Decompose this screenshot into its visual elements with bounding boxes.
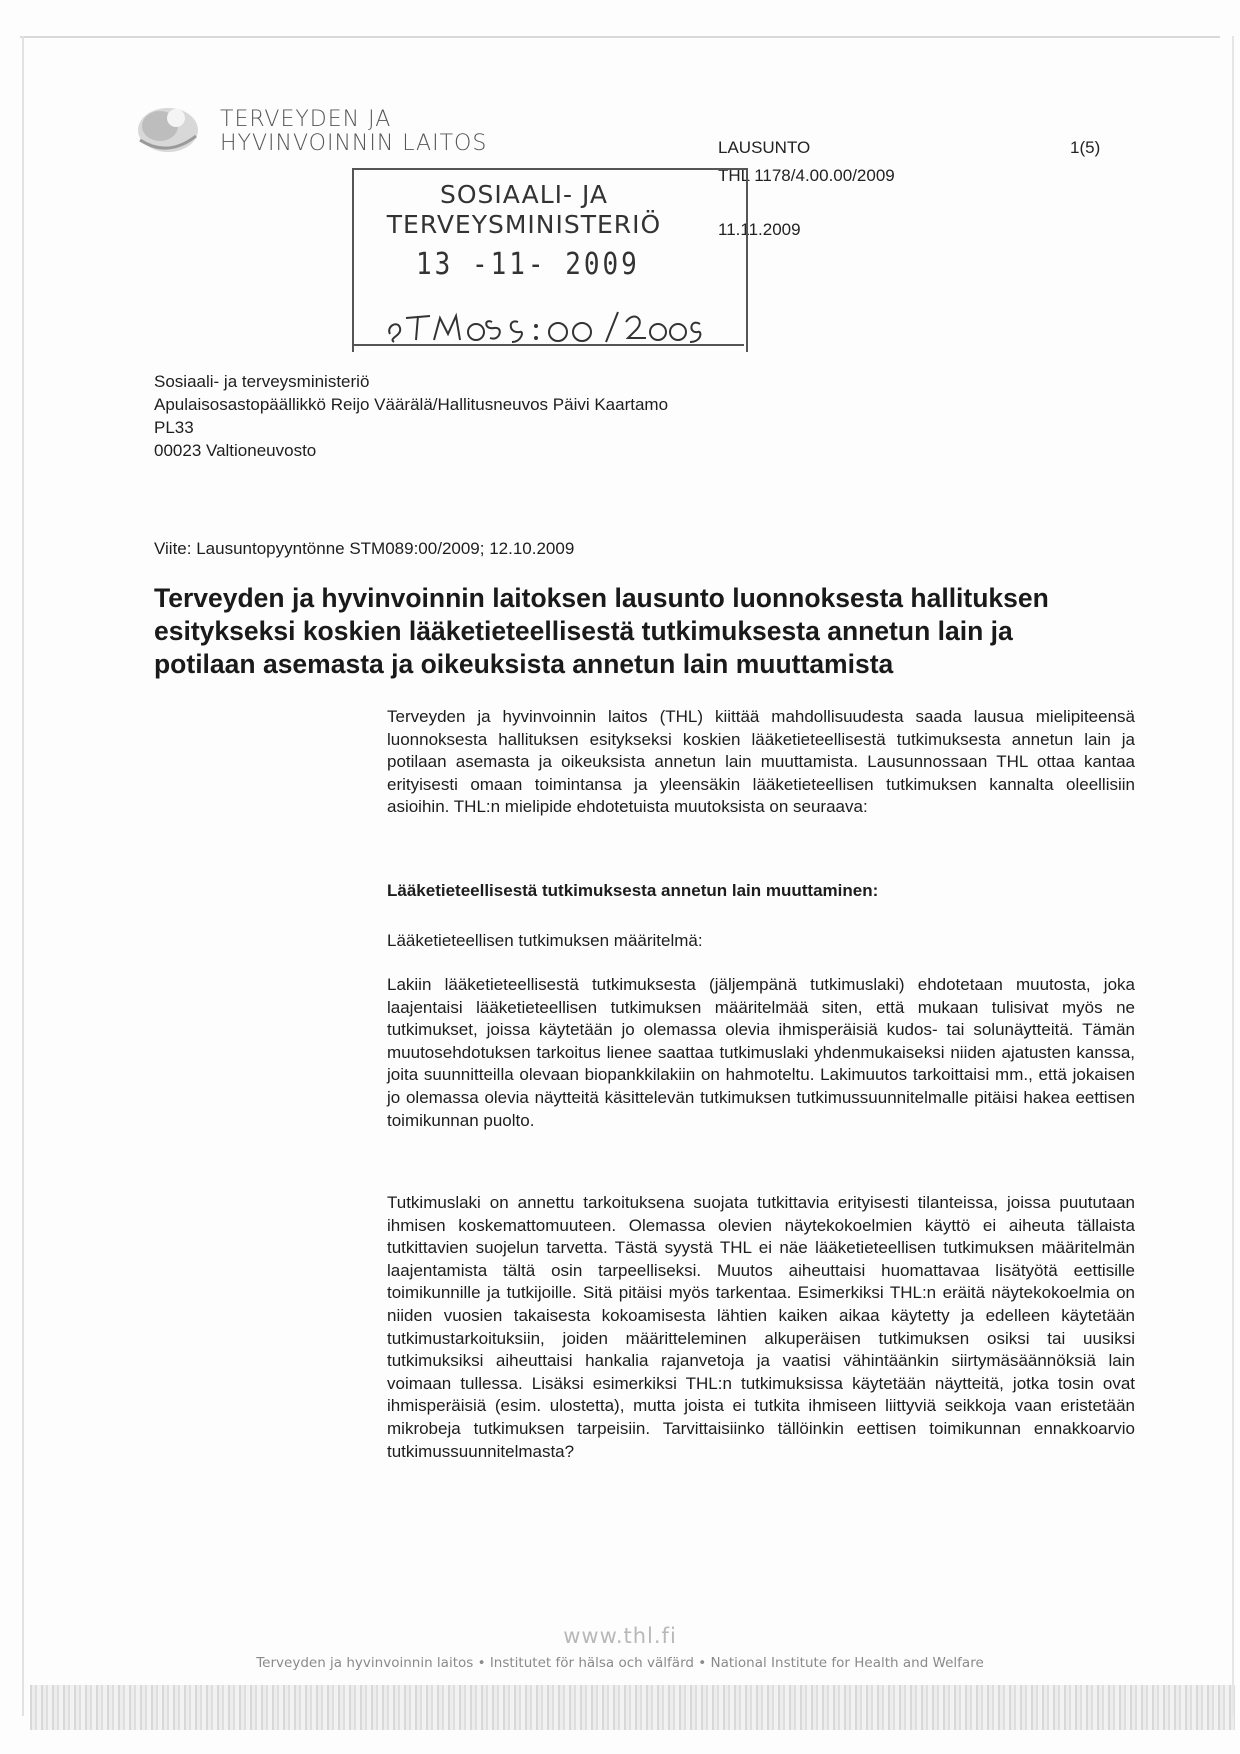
scan-edge-top (20, 36, 1220, 38)
title-line1: Terveyden ja hyvinvoinnin laitoksen lausunto luonnoksesta hallituksen (154, 583, 1049, 613)
scan-edge-left (22, 36, 24, 1716)
document-date: 11.11.2009 (718, 220, 801, 239)
org-name-line2: HYVINVOINNIN LAITOS (220, 131, 488, 156)
footer-organization-names: Terveyden ja hyvinvoinnin laitos • Institutet för hälsa och välfärd • National Institute for Health and Welfare (256, 1655, 984, 1671)
title-line3: potilaan asemasta ja oikeuksista annetun lain muuttamista (154, 649, 894, 679)
stamp-baseline (352, 344, 744, 346)
page-number: 1(5) (1070, 138, 1101, 157)
thl-logo-icon (130, 100, 206, 156)
stamp-ministry-line1: SOSIAALI- JA (440, 180, 608, 209)
recipient-line: Sosiaali- ja terveysministeriö (154, 372, 370, 391)
organization-name (220, 108, 487, 156)
footer-website: www.thl.fi (563, 1624, 677, 1648)
reference-line: Viite: Lausuntopyyntönne STM089:00/2009; 12.10.2009 (154, 539, 575, 558)
scan-noise-strip (30, 1685, 1235, 1730)
subsection-heading: Lääketieteellisen tutkimuksen määritelmä: (387, 931, 703, 950)
title-line2: esitykseksi koskien lääketieteellisestä tutkimuksesta annetun lain ja (154, 616, 1013, 646)
document-reference: THL 1178/4.00.00/2009 (718, 166, 895, 185)
stamp-ministry-line2: TERVEYSMINISTERIÖ (386, 210, 662, 239)
scan-edge-right (1232, 36, 1234, 1716)
document-type: LAUSUNTO (718, 138, 811, 157)
body-paragraph: Tutkimuslaki on annettu tarkoituksena suojata tutkittavia erityisesti tilanteissa, joissa puututaan ihmisen koskemattomuuteen. Olemassa olevien näytekokoelmien käyttö ei aiheuta tällaista tutkittavien suojelun tarvetta. Tästä syystä THL ei näe lääketieteellisen tutkimuksen määritelmän laajentamista tältä osin tarpeelliseksi. Muutos aiheuttaisi huomattavaa lisätyötä eettisille toimikunnille ja tutkijoille. Sitä pitäisi myös tarkentaa. Esimerkiksi THL:n eräitä näytekokoelmia on niiden vuosien takaisesta kokoamisesta lähtien kaiken aikaa käytetty ja edelleen käytetään tutkimustarkoituksiin, joiden määritteleminen alkuperäisen tutkimuksen osiksi tai uusiksi tutkimuksiksi aiheuttaisi hankalia rajanvetoja ja vaatisi vähintäänkin siirtymäsäännöksiä lain voimaan tullessa. Lisäksi esimerkiksi THL:n tutkimuksissa käytetään näytteitä, jotka tosin ovat ihmisperäisiä (esim. ulostetta), mutta joista ei tutkita ihmiseen liittyviä seikkoja vaan eristetään mikrobeja tutkimuksen tarpeisiin. Tarvittaisiinko tällöinkin eettisen toimikunnan ennakkoarvio tutkimussuunnitelmasta? (387, 1193, 1135, 1461)
intro-paragraph: Terveyden ja hyvinvoinnin laitos (THL) kiittää mahdollisuudesta saada lausua mielipiteensä luonnoksesta hallituksen esitykseksi koskien lääketieteellisestä tutkimuksesta annetun lain ja potilaan asemasta ja oikeuksista annetun lain muuttamista. Lausunnossaan THL ottaa kantaa erityisesti omaan toimintansa ja yleensäkin lääketieteellisen tutkimuksen kannalta oleellisiin asioihin. THL:n mielipide ehdotetuista muutoksista on seuraava: (387, 707, 1135, 817)
stamp-date: 13 -11- 2009 (416, 247, 640, 283)
section-heading: Lääketieteellisestä tutkimuksesta annetun lain muuttaminen: (387, 881, 879, 900)
recipient-line: 00023 Valtioneuvosto (154, 441, 317, 460)
recipient-line: Apulaisosastopäällikkö Reijo Väärälä/Hallitusneuvos Päivi Kaartamo (154, 395, 669, 414)
body-paragraph: Lakiin lääketieteellisestä tutkimuksesta (jäljempänä tutkimuslaki) ehdotetaan muutosta, joka laajentaisi lääketieteellisen tutkimuksen määritelmää siten, että mukaan tulisivat myös ne tutkimukset, joissa käytetään jo olemassa olevia ihmisperäisiä kudos- tai solunäytteitä. Tämän muutosehdotuksen tarkoitus lienee saattaa tutkimuslaki yhdenmukaiseksi niiden ajatusten kanssa, joita suunnitteilla olevaan biopankkilakiin on hahmoteltu. Lakimuutos tarkoittaisi mm., että jokaisen jo olemassa olevia näytteitä käsittelevän tutkimuksen tutkimussuunnitelmalle pitäisi hakea eettisen toimikunnan puolto. (387, 975, 1135, 1130)
org-name-line1: TERVEYDEN JA (220, 107, 392, 132)
stamp-handwritten-reference (384, 304, 704, 349)
recipient-line: PL33 (154, 418, 194, 437)
received-stamp (352, 168, 748, 352)
document-title (154, 582, 1144, 681)
